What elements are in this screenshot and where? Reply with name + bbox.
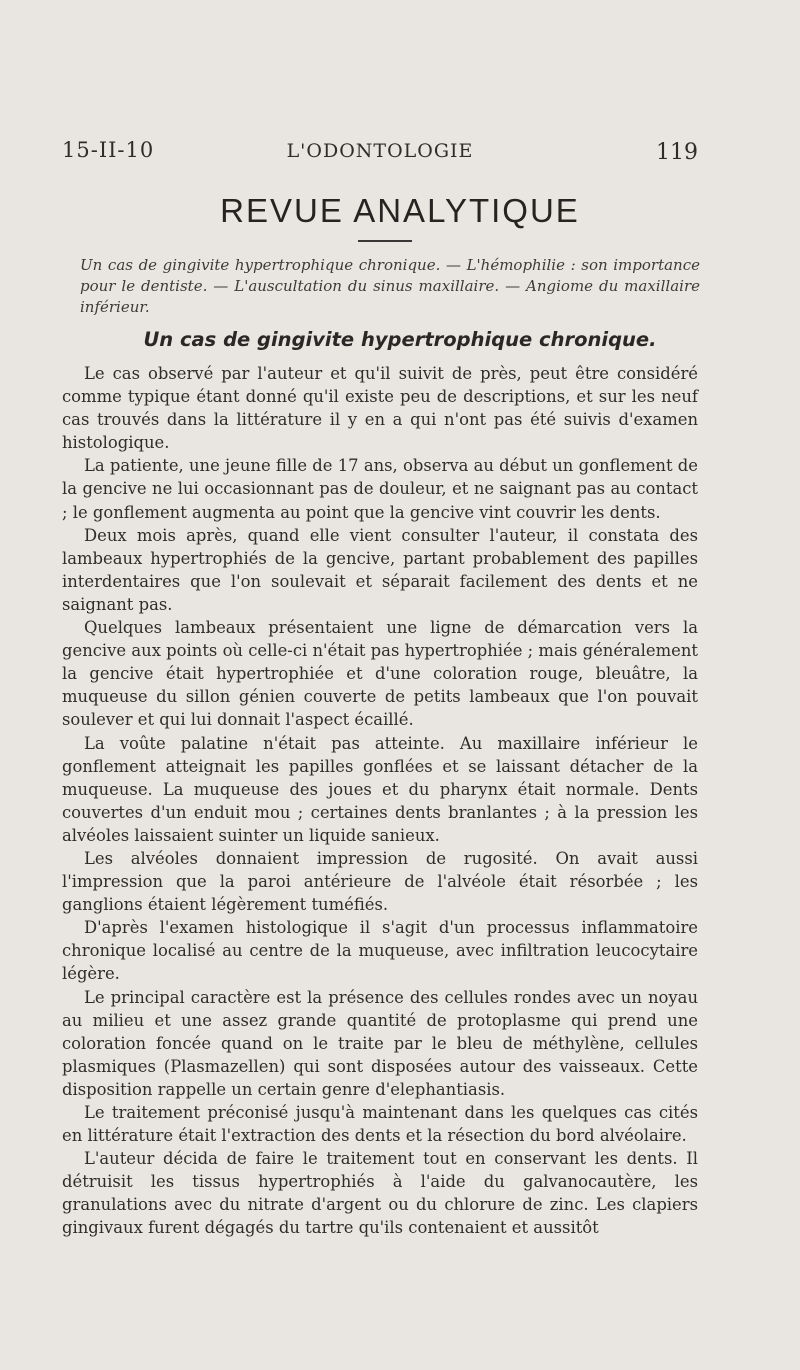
paragraph: Le principal caractère est la présence des cellules rondes avec un noyau au milieu et une assez grande quantité de protoplasme qui prend une coloration foncée quand on le traite par le bleu de méthylène, cellules plasmiques (Plasmazellen) qui sont disposées autour des vaisseaux. Cette disposition rappelle un certain genre d'elephantiasis. <box>62 987 698 1099</box>
section-heading: Un cas de gingivite hypertrophique chronique. <box>143 328 657 351</box>
article-summary: Un cas de gingivite hypertrophique chronique. — L'hémophilie : son importance pour le dentiste. — L'auscultation du sinus maxillaire. — Angiome du maxillaire inférieur. <box>80 256 700 316</box>
paragraph: La patiente, une jeune fille de 17 ans, observa au début un gonflement de la gencive ne lui occasionnant pas de douleur, et ne saignant pas au contact ; le gonflement augmenta au point que la gencive vint couvrir les dents. <box>62 456 698 522</box>
running-header <box>62 138 698 168</box>
paragraph: Quelques lambeaux présentaient une ligne de démarcation vers la gencive aux points où celle-ci n'était pas hypertrophiée ; mais généralement la gencive était hypertrophiée et d'une coloration rouge, bleuâtre, la muqueuse du sillon génien couverte de petits lambeaux que l'on pouvait soulever et qui lui donnait l'aspect écaillé. <box>62 618 698 730</box>
article-body <box>62 362 698 1240</box>
paragraph: D'après l'examen histologique il s'agit d'un processus inflammatoire chronique localisé au centre de la muqueuse, avec infiltration leucocytaire légère. <box>62 918 698 984</box>
paragraph: Le traitement préconisé jusqu'à maintenant dans les quelques cas cités en littérature était l'extraction des dents et la résection du bord alvéolaire. <box>62 1103 698 1146</box>
journal-title: L'ODONTOLOGIE <box>286 140 474 162</box>
issue-date: 15-II-10 <box>62 138 155 162</box>
page-title: REVUE ANALYTIQUE <box>220 192 580 229</box>
paragraph: Les alvéoles donnaient impression de rugosité. On avait aussi l'impression que la paroi antérieure de l'alvéole était résorbée ; les ganglions étaient légèrement tuméfiés. <box>62 848 698 915</box>
title-divider <box>358 240 412 242</box>
paragraph: L'auteur décida de faire le traitement tout en conservant les dents. Il détruisit les tissus hypertrophiés à l'aide du galvanocautère, les granulations avec du nitrate d'argent ou du chlorure de zinc. Les clapiers gingivaux furent dégagés du tartre qu'ils contenaient et aussitôt <box>62 1149 698 1238</box>
paragraph: La voûte palatine n'était pas atteinte. Au maxillaire inférieur le gonflement atteignait les papilles gonflées et se laissant détacher de la muqueuse. La muqueuse des joues et du pharynx était normale. Dents couvertes d'un enduit mou ; certaines dents branlantes ; à la pression les alvéoles laissaient suinter un liquide sanieux. <box>62 733 698 845</box>
page-number: 119 <box>656 140 698 165</box>
paragraph: Deux mois après, quand elle vient consulter l'auteur, il constata des lambeaux hypertrophiés de la gencive, partant probablement des papilles interdentaires que l'on soulevait et séparait facilement des dents et ne saignant pas. <box>62 525 698 614</box>
paragraph: Le cas observé par l'auteur et qu'il suivit de près, peut être considéré comme typique étant donné qu'il existe peu de descriptions, et sur les neuf cas trouvés dans la littérature il y en a qui n'ont pas été suivis d'examen histologique. <box>62 364 698 453</box>
